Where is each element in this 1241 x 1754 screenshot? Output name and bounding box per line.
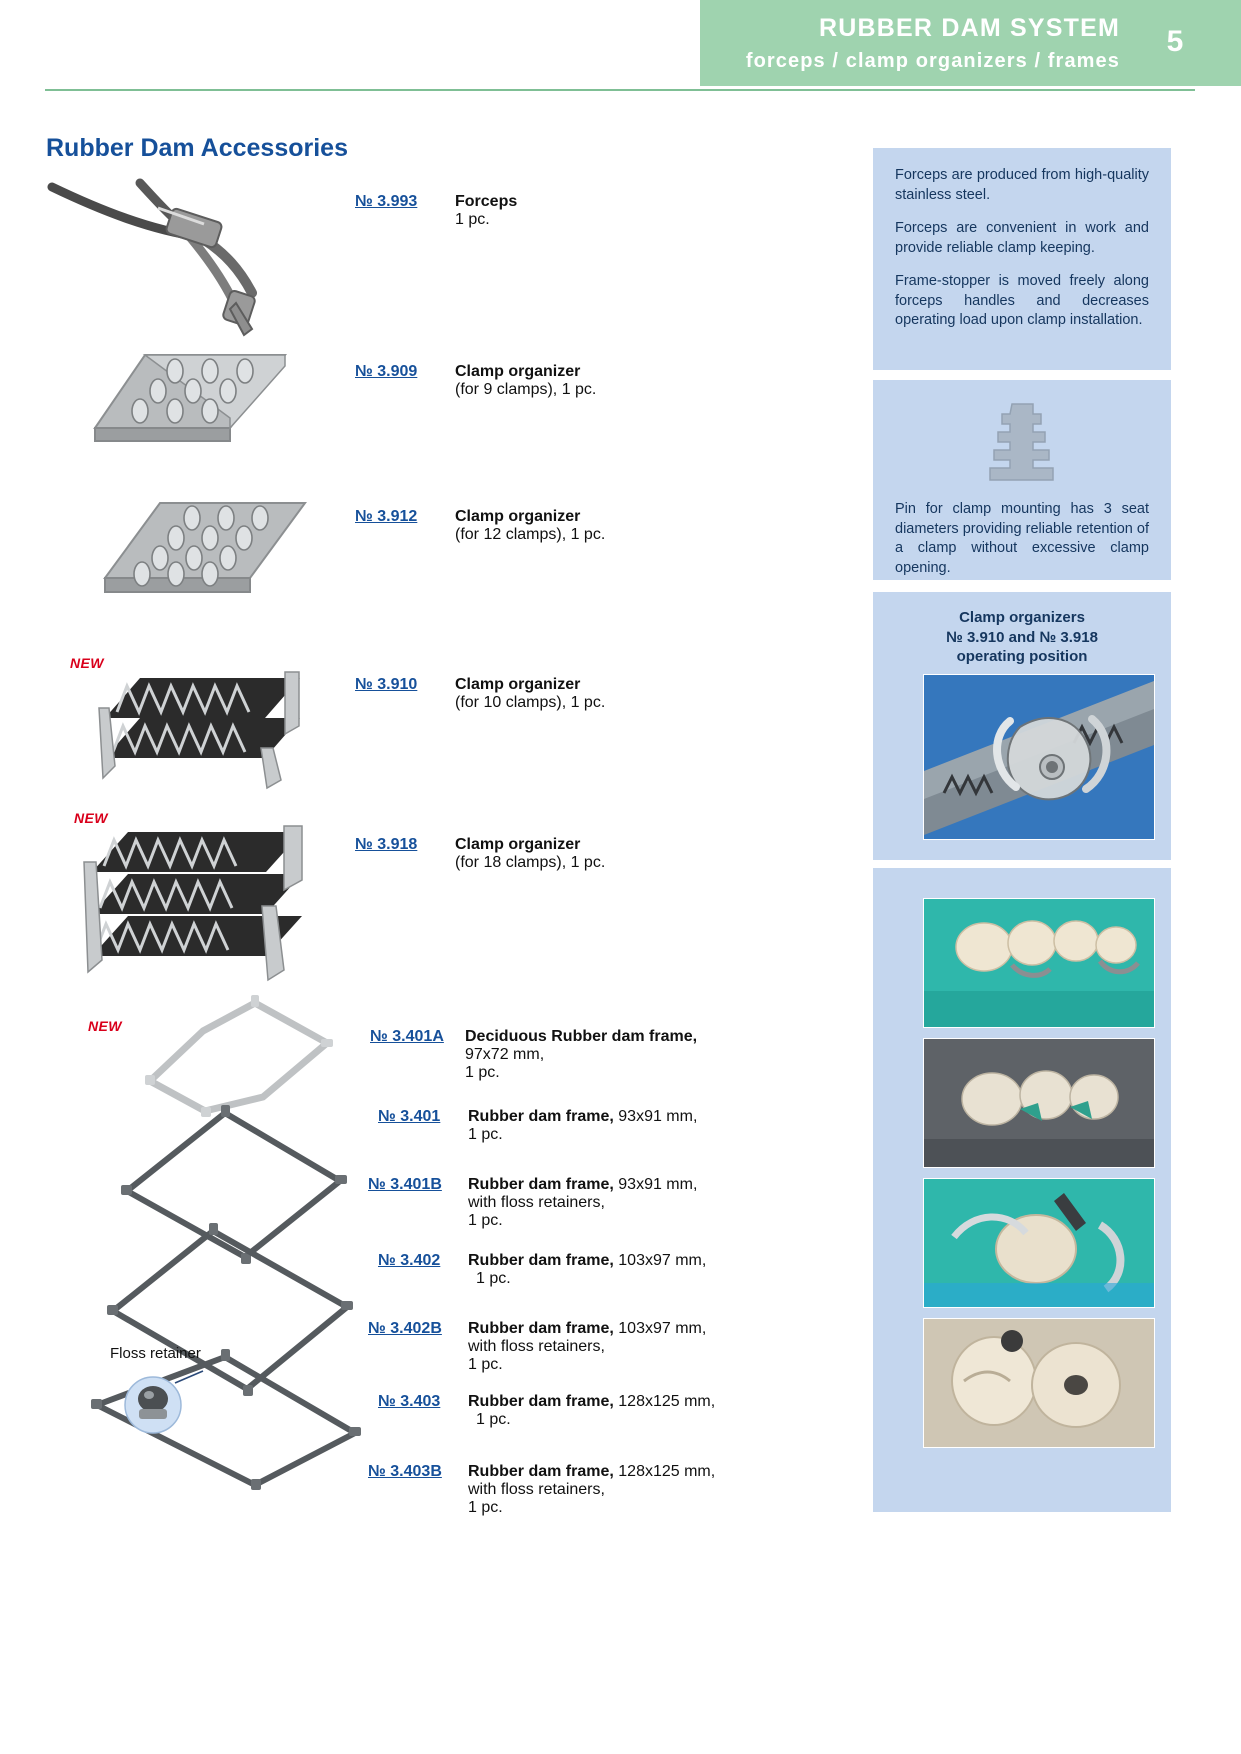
organizer-note-line2: № 3.910 and № 3.918 — [946, 628, 1098, 646]
clinical-photo-4 — [923, 1318, 1155, 1448]
organizer-note-line3: operating position — [956, 648, 1088, 665]
header-title: RUBBER DAM SYSTEM — [819, 14, 1120, 42]
product-row-3910 — [355, 676, 605, 712]
clamp-organizer-912-illustration — [80, 478, 320, 608]
product-desc: 1 pc. — [455, 211, 490, 228]
product-row-3401A — [370, 1028, 697, 1082]
product-name-text: Rubber dam frame, — [468, 1393, 614, 1410]
product-row-3403 — [378, 1393, 715, 1429]
product-name — [468, 1252, 706, 1270]
new-badge: NEW — [70, 655, 104, 671]
clamp-organizer-918-illustration — [70, 810, 320, 985]
product-desc: 1 pc. — [476, 1270, 511, 1287]
product-name-text: Rubber dam frame, — [468, 1252, 614, 1269]
product-row-3993 — [355, 193, 517, 229]
clinical-photos-panel — [873, 868, 1171, 1512]
forceps-note-1: Forceps are produced from high-quality stainless steel. — [895, 167, 1149, 203]
floss-retainer-label: Floss retainer — [110, 1345, 201, 1362]
product-code[interactable]: № 3.909 — [355, 363, 418, 380]
product-size: 93x91 mm, — [618, 1108, 698, 1125]
product-desc-2: 1 pc. — [468, 1212, 503, 1229]
product-size: 103x97 mm, — [618, 1320, 707, 1337]
product-name — [468, 1320, 706, 1338]
product-row-3403B — [368, 1463, 715, 1517]
product-row-3402 — [378, 1252, 706, 1288]
clamp-organizer-909-illustration — [70, 333, 300, 453]
organizer-position-panel — [873, 592, 1171, 860]
product-code[interactable]: № 3.403 — [378, 1393, 441, 1410]
product-size: 128x125 mm, — [618, 1463, 716, 1480]
product-name: Deciduous Rubber dam frame, — [465, 1028, 698, 1045]
product-name: Forceps — [455, 193, 518, 210]
product-name — [468, 1176, 697, 1194]
product-code[interactable]: № 3.910 — [355, 676, 418, 693]
product-code[interactable]: № 3.401 — [378, 1108, 441, 1125]
product-row-3909 — [355, 363, 596, 399]
header-divider — [45, 89, 1195, 91]
rubber-dam-frames-illustration — [55, 985, 385, 1495]
new-badge: NEW — [88, 1018, 122, 1034]
product-code[interactable]: № 3.993 — [355, 193, 418, 210]
product-code[interactable]: № 3.918 — [355, 836, 418, 853]
organizer-note-line1: Clamp organizers — [959, 609, 1085, 626]
product-code[interactable]: № 3.401B — [368, 1176, 442, 1193]
forceps-info-panel — [873, 148, 1171, 370]
pin-info-panel — [873, 380, 1171, 580]
forceps-note-2: Forceps are convenient in work and provide reliable clamp keeping. — [895, 220, 1149, 256]
product-name-text: Rubber dam frame, — [468, 1108, 614, 1125]
product-size: 93x91 mm, — [618, 1176, 698, 1193]
product-name-text: Rubber dam frame, — [468, 1463, 614, 1480]
page-number: 5 — [1166, 25, 1184, 58]
forceps-illustration — [40, 175, 330, 345]
product-desc-2: 1 pc. — [468, 1499, 503, 1516]
clinical-photo-2 — [923, 1038, 1155, 1168]
product-desc: with floss retainers, — [468, 1194, 605, 1211]
product-size: 103x97 mm, — [618, 1252, 707, 1269]
product-size: 128x125 mm, — [618, 1393, 716, 1410]
page-header — [0, 0, 1241, 92]
clamp-pin-icon — [985, 398, 1060, 488]
clinical-photo-3 — [923, 1178, 1155, 1308]
product-name: Clamp organizer — [455, 508, 581, 525]
product-code[interactable]: № 3.402B — [368, 1320, 442, 1337]
organizer-operating-photo — [923, 674, 1155, 840]
product-name-text: Rubber dam frame, — [468, 1320, 614, 1337]
product-desc: (for 10 clamps), 1 pc. — [455, 694, 606, 711]
product-name: Clamp organizer — [455, 836, 581, 853]
page-title: Rubber Dam Accessories — [46, 134, 348, 162]
product-desc: 1 pc. — [476, 1411, 511, 1428]
product-desc: with floss retainers, — [468, 1338, 605, 1355]
product-desc: (for 9 clamps), 1 pc. — [455, 381, 597, 398]
product-name: Clamp organizer — [455, 676, 581, 693]
product-desc: with floss retainers, — [468, 1481, 605, 1498]
product-name — [468, 1108, 697, 1126]
pin-note-1: Pin for clamp mounting has 3 seat diameters providing reliable retention of a clamp without excessive clamp opening. — [895, 501, 1149, 576]
product-row-3918 — [355, 836, 605, 872]
product-desc: 1 pc. — [468, 1126, 503, 1143]
product-name: Clamp organizer — [455, 363, 581, 380]
product-code[interactable]: № 3.401A — [370, 1028, 444, 1045]
product-code[interactable]: № 3.402 — [378, 1252, 441, 1269]
product-code[interactable]: № 3.403B — [368, 1463, 442, 1480]
product-desc-2: 1 pc. — [468, 1356, 503, 1373]
header-subtitle: forceps / clamp organizers / frames — [745, 50, 1120, 72]
product-row-3912 — [355, 508, 605, 544]
product-desc: 97x72 mm, — [465, 1046, 545, 1063]
clamp-organizer-910-illustration — [85, 648, 315, 793]
product-desc: (for 18 clamps), 1 pc. — [455, 854, 606, 871]
forceps-note-3: Frame-stopper is moved freely along forceps handles and decreases operating load upon clamp installation. — [895, 273, 1149, 329]
product-name — [468, 1393, 715, 1411]
clinical-photo-1 — [923, 898, 1155, 1028]
product-row-3402B — [368, 1320, 706, 1374]
product-desc-2: 1 pc. — [465, 1064, 500, 1081]
product-name — [468, 1463, 715, 1481]
new-badge: NEW — [74, 810, 108, 826]
product-row-3401 — [378, 1108, 697, 1144]
product-code[interactable]: № 3.912 — [355, 508, 418, 525]
product-name-text: Rubber dam frame, — [468, 1176, 614, 1193]
product-row-3401B — [368, 1176, 697, 1230]
product-desc: (for 12 clamps), 1 pc. — [455, 526, 606, 543]
